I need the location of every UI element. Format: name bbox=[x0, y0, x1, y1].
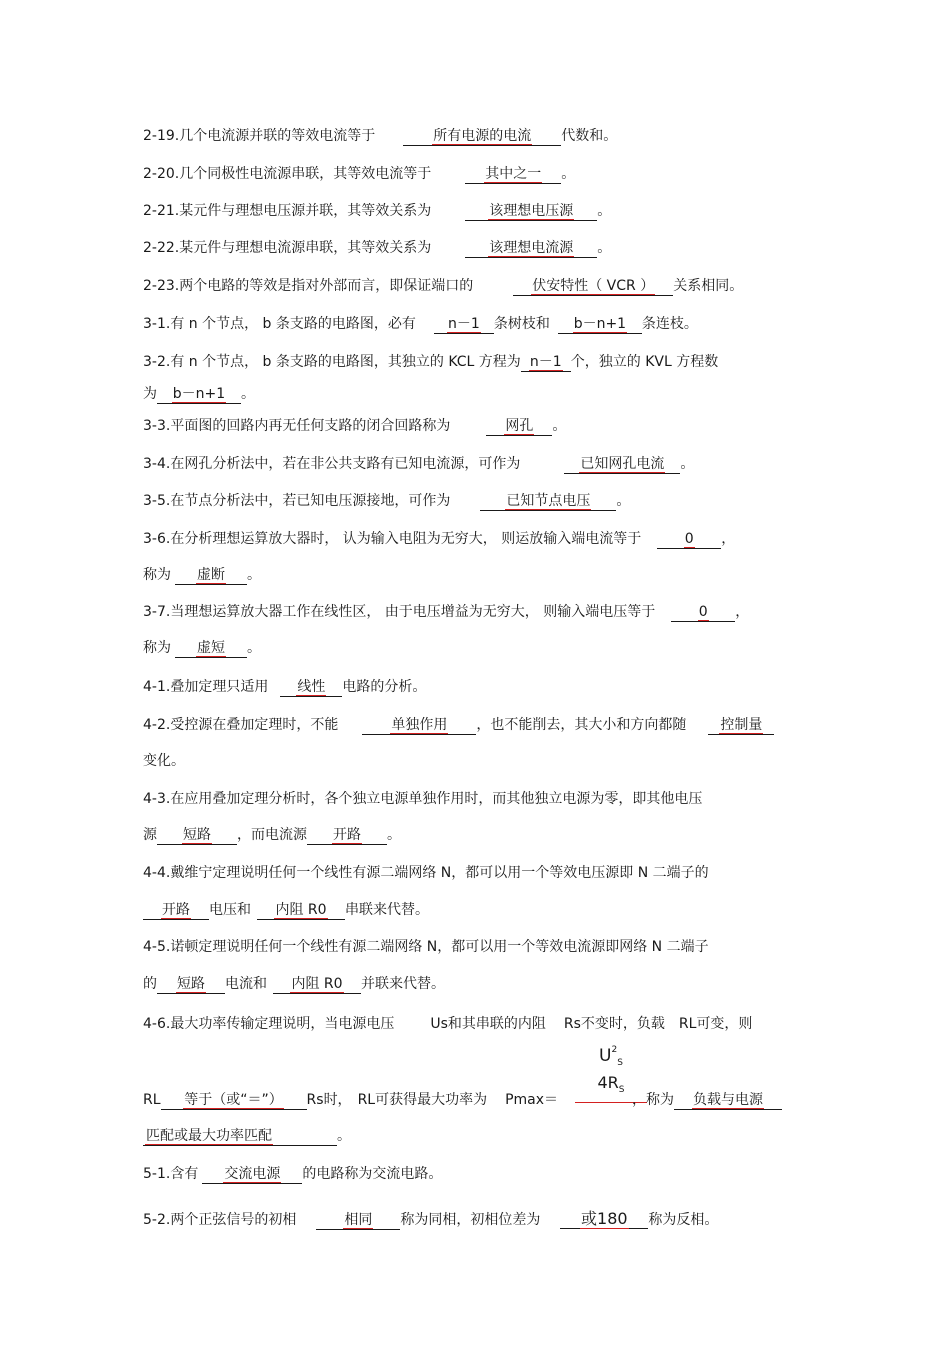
question-3-7-cont: 称为 虚短 。 bbox=[143, 640, 261, 656]
question-2-22: 2-22.某元件与理想电流源串联，其等效关系为 该理想电流源 。 bbox=[143, 240, 612, 256]
answer-blank: n－1 bbox=[434, 315, 494, 334]
symbol-rl: RL bbox=[357, 1092, 376, 1108]
question-3-1: 3-1.有 n 个节点， b 条支路的电路图，必有 n－1 条树枝和 b－n+1 条连枝。 bbox=[143, 316, 698, 332]
answer-blank: 0 bbox=[657, 530, 721, 549]
answer-blank: 匹配或最大功率匹配 bbox=[143, 1127, 337, 1146]
answer-blank: 开路 bbox=[307, 826, 387, 845]
question-4-6-cont: RL 等于（或“＝”） Rs时， RL可获得最大功率为 Pmax＝ ，称为 负载与电源 bbox=[143, 1090, 782, 1110]
answer-blank: 网孔 bbox=[486, 417, 552, 436]
question-3-7: 3-7.当理想运算放大器工作在线性区， 由于电压增益为无穷大， 则输入端电压等于 0 ， bbox=[143, 604, 750, 620]
answer-blank: 内阻 R0 bbox=[273, 975, 361, 994]
answer-blank: 已知网孔电流 bbox=[564, 455, 680, 474]
question-4-2: 4-2.受控源在叠加定理时，不能 单独作用 ，也不能削去，其大小和方向都随 控制量 bbox=[143, 715, 774, 735]
answer-blank: 内阻 R0 bbox=[257, 901, 345, 920]
answer-blank: 已知节点电压 bbox=[480, 492, 616, 511]
answer-blank: 负载与电源 bbox=[674, 1091, 782, 1110]
question-2-19: 2-19.几个电流源并联的等效电流等于 所有电源的电流 代数和。 bbox=[143, 128, 618, 144]
answer-blank: 虚断 bbox=[175, 566, 247, 585]
answer-blank: 其中之一 bbox=[465, 165, 561, 184]
question-2-23: 2-23.两个电路的等效是指对外部而言，即保证端口的 伏安特性（ VCR ） 关系相同。 bbox=[143, 278, 744, 294]
answer-blank: 短路 bbox=[157, 826, 237, 845]
fraction-numerator: $U^2_S$ bbox=[599, 1045, 623, 1068]
question-4-5-cont: 的 短路 电流和 内阻 R0 并联来代替。 bbox=[143, 976, 445, 992]
question-4-6: 4-6.最大功率传输定理说明，当电源电压 Us和其串联的内阻 Rs不变时，负载 RL可变，则 bbox=[143, 1016, 753, 1032]
answer-blank: 伏安特性（ VCR ） bbox=[513, 277, 673, 296]
answer-blank: 线性 bbox=[280, 678, 342, 697]
question-3-6-cont: 称为 虚断 。 bbox=[143, 567, 261, 583]
answer-blank: 该理想电流源 bbox=[465, 239, 597, 258]
question-3-2: 3-2.有 n 个节点， b 条支路的电路图，其独立的 KCL 方程为 n－1 个，独立的 KVL 方程数 bbox=[143, 354, 719, 370]
fraction-denominator: $4R_S$ bbox=[597, 1073, 625, 1095]
question-4-1: 4-1.叠加定理只适用 线性 电路的分析。 bbox=[143, 679, 427, 695]
question-4-4: 4-4.戴维宁定理说明任何一个线性有源二端网络 N，都可以用一个等效电压源即 N 二端子的 bbox=[143, 865, 709, 881]
question-3-6: 3-6.在分析理想运算放大器时， 认为输入电阻为无穷大， 则运放输入端电流等于 0 ， bbox=[143, 531, 736, 547]
symbol-us: Us bbox=[430, 1016, 448, 1032]
answer-blank: 等于（或“＝”） bbox=[161, 1091, 307, 1110]
symbol-rs: Rs bbox=[306, 1092, 324, 1108]
question-4-6-cont2: 匹配或最大功率匹配 。 bbox=[143, 1126, 351, 1146]
symbol-rl: RL bbox=[143, 1092, 161, 1108]
question-5-2: 5-2.两个正弦信号的初相 相同 称为同相，初相位差为 或180 称为反相。 bbox=[143, 1209, 719, 1228]
question-3-2-cont: 为 b－n+1 。 bbox=[143, 386, 255, 402]
question-4-5: 4-5.诺顿定理说明任何一个线性有源二端网络 N，都可以用一个等效电流源即网络 N 二端子 bbox=[143, 939, 709, 955]
question-2-21: 2-21.某元件与理想电压源并联，其等效关系为 该理想电压源 。 bbox=[143, 203, 612, 219]
answer-blank: 交流电源 bbox=[202, 1165, 302, 1184]
question-2-20: 2-20.几个同极性电流源串联，其等效电流等于 其中之一 。 bbox=[143, 166, 576, 182]
question-4-4-cont: 开路 电压和 内阻 R0 串联来代替。 bbox=[143, 900, 429, 920]
answer-blank: b－n+1 bbox=[558, 315, 642, 334]
answer-blank: 该理想电压源 bbox=[465, 202, 597, 221]
answer-blank: 相同 bbox=[316, 1211, 400, 1230]
answer-blank: 开路 bbox=[143, 901, 209, 920]
question-5-1: 5-1.含有 交流电源 的电路称为交流电路。 bbox=[143, 1166, 443, 1182]
question-3-3: 3-3.平面图的回路内再无任何支路的闭合回路称为 网孔 。 bbox=[143, 418, 567, 434]
answer-blank: 虚短 bbox=[175, 639, 247, 658]
question-3-4: 3-4.在网孔分析法中，若在非公共支路有已知电流源，可作为 已知网孔电流 。 bbox=[143, 456, 695, 472]
answer-blank: 或180 bbox=[560, 1210, 648, 1229]
question-4-3: 4-3.在应用叠加定理分析时，各个独立电源单独作用时，而其他独立电源为零，即其他电压 bbox=[143, 791, 703, 807]
answer-blank: 短路 bbox=[157, 975, 225, 994]
answer-blank: b－n+1 bbox=[157, 385, 241, 404]
answer-blank: 控制量 bbox=[708, 716, 774, 735]
symbol-pmax: Pmax＝ bbox=[505, 1092, 559, 1108]
answer-blank: n－1 bbox=[521, 353, 571, 372]
question-3-5: 3-5.在节点分析法中，若已知电压源接地，可作为 已知节点电压 。 bbox=[143, 493, 631, 509]
answer-blank: 0 bbox=[671, 603, 735, 622]
question-4-3-cont: 源 短路 ，而电流源 开路 。 bbox=[143, 827, 401, 843]
answer-blank: 单独作用 bbox=[362, 716, 476, 735]
symbol-rl: RL bbox=[678, 1016, 697, 1032]
answer-blank: 所有电源的电流 bbox=[403, 127, 561, 146]
symbol-rs: Rs bbox=[563, 1016, 581, 1032]
question-4-2-cont: 变化。 bbox=[143, 753, 185, 769]
